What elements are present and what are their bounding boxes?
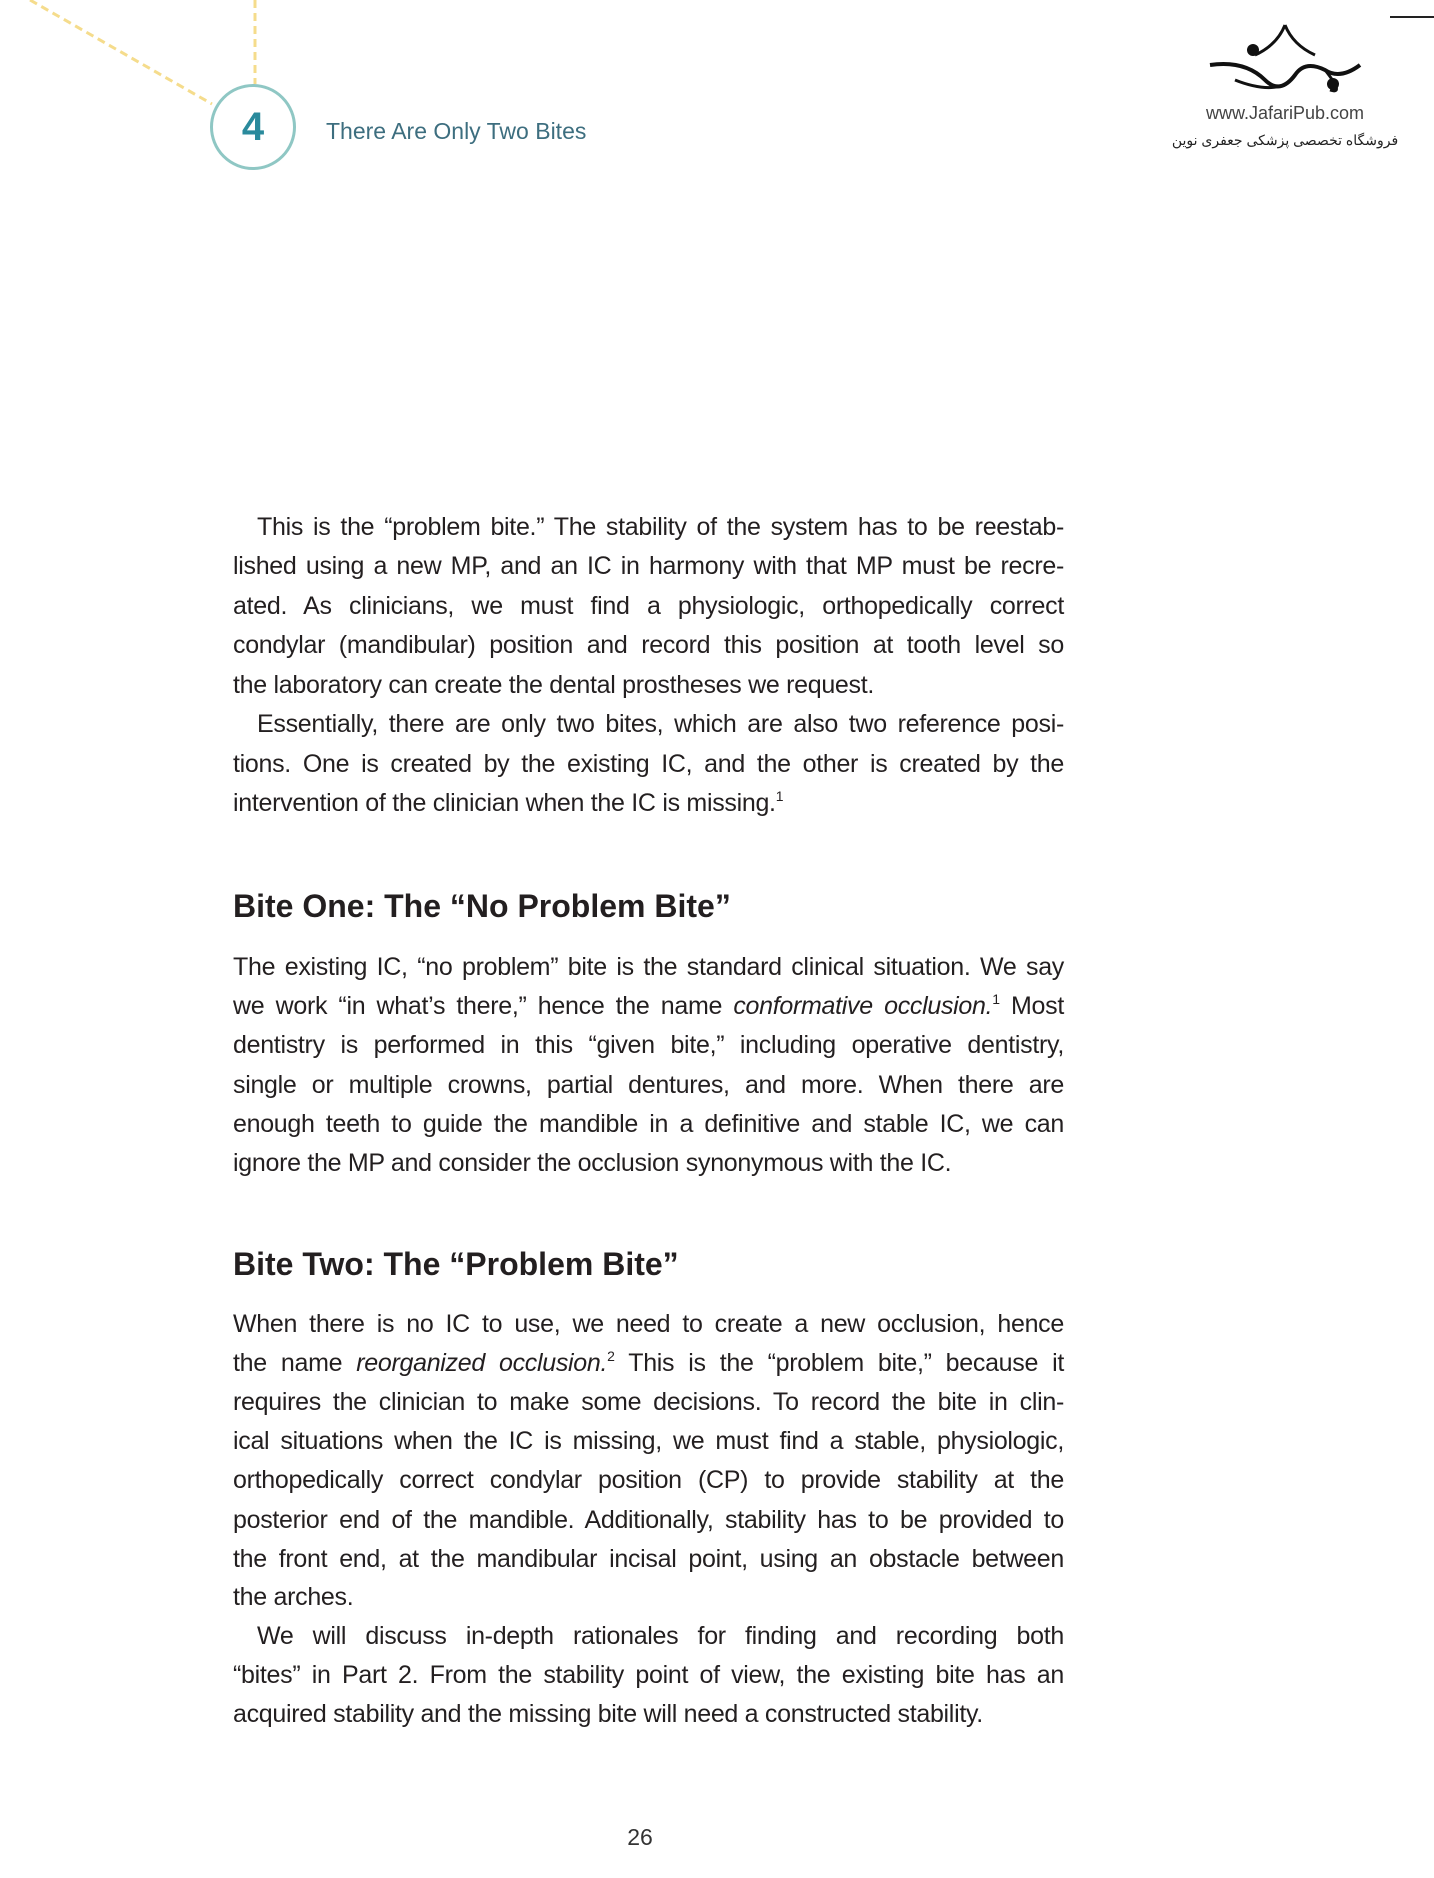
top-rule — [1390, 16, 1434, 18]
chapter-number-badge: 4 — [210, 84, 296, 170]
footnote-ref: 1 — [775, 788, 784, 804]
text-segment: the arches. — [233, 1583, 354, 1611]
text-line — [233, 1143, 1064, 1183]
footnote-ref: 1 — [992, 991, 1000, 1007]
text-segment: This is the “problem bite.” The stability of the system has to be reestab- — [257, 513, 1064, 541]
text-segment: When there is no IC to use, we need to create a new occlusion, hence — [233, 1310, 1064, 1338]
footnote-ref: 2 — [607, 1348, 615, 1364]
text-line — [233, 665, 1064, 705]
text-segment: tions. One is created by the existing IC, and the other is created by the — [233, 750, 1064, 778]
text-segment: Most — [999, 992, 1064, 1020]
section-heading-bite-one: Bite One: The “No Problem Bite” — [233, 888, 731, 924]
text-line — [233, 1104, 1064, 1144]
text-segment: the front end, at the mandibular incisal point, using an obstacle between — [233, 1545, 1064, 1573]
chapter-title: There Are Only Two Bites — [326, 118, 587, 144]
text-segment: condylar (mandibular) position and record this position at tooth level so — [233, 631, 1064, 659]
text-segment: single or multiple crowns, partial dentures, and more. When there are — [233, 1071, 1064, 1099]
text-line — [257, 507, 1064, 547]
text-line — [233, 1421, 1064, 1461]
text-line — [257, 1616, 1064, 1656]
text-line — [233, 744, 1064, 784]
text-line — [233, 1343, 1064, 1383]
calligraphy-logo-icon — [1205, 20, 1365, 100]
text-segment: lished using a new MP, and an IC in harmony with that MP must be recre- — [233, 552, 1064, 580]
publisher-logo — [1170, 20, 1400, 149]
text-line — [233, 1500, 1064, 1540]
text-segment: ignore the MP and consider the occlusion synonymous with the IC. — [233, 1149, 952, 1177]
text-segment: This is the “problem bite,” because it — [614, 1349, 1065, 1377]
text-segment: ical situations when the IC is missing, we must find a stable, physiologic, — [233, 1427, 1064, 1455]
section-heading-bite-two: Bite Two: The “Problem Bite” — [233, 1246, 679, 1282]
text-line — [233, 1655, 1064, 1695]
text-line — [233, 1304, 1064, 1344]
text-segment: posterior end of the mandible. Additionally, stability has to be provided to — [233, 1506, 1064, 1534]
text-segment: acquired stability and the missing bite will need a constructed stability. — [233, 1700, 983, 1728]
text-segment: ated. As clinicians, we must find a physiologic, orthopedically correct — [233, 592, 1064, 620]
text-line — [257, 704, 1064, 744]
text-segment: dentistry is performed in this “given bite,” including operative dentistry, — [233, 1031, 1064, 1059]
text-line — [233, 783, 1064, 823]
text-line — [233, 1382, 1064, 1422]
text-segment: “bites” in Part 2. From the stability point of view, the existing bite has an — [233, 1661, 1064, 1689]
text-line — [233, 986, 1064, 1026]
italic-term: reorganized occlusion. — [356, 1349, 608, 1377]
logo-tagline: فروشگاه تخصصی پزشکی جعفری نوین — [1171, 132, 1399, 148]
page-number: 26 — [627, 1824, 653, 1850]
text-line — [233, 1025, 1064, 1065]
text-line — [233, 586, 1064, 626]
text-line — [233, 625, 1064, 665]
text-segment: orthopedically correct condylar position (CP) to provide stability at the — [233, 1466, 1064, 1494]
text-line — [233, 1460, 1064, 1500]
text-segment: Essentially, there are only two bites, which are also two reference posi- — [257, 710, 1064, 738]
text-segment: enough teeth to guide the mandible in a definitive and stable IC, we can — [233, 1110, 1064, 1138]
text-segment: We will discuss in-depth rationales for finding and recording both — [257, 1622, 1064, 1650]
text-segment: we work “in what’s there,” hence the name — [233, 992, 734, 1020]
text-line — [233, 546, 1064, 586]
text-segment: the name — [233, 1349, 357, 1377]
text-segment: The existing IC, “no problem” bite is the standard clinical situation. We say — [233, 953, 1064, 981]
text-line — [233, 947, 1064, 987]
logo-url: www.JafariPub.com — [1205, 103, 1365, 123]
text-line — [233, 1577, 1064, 1617]
text-line — [233, 1065, 1064, 1105]
italic-term: conformative occlusion. — [733, 992, 993, 1020]
text-line — [233, 1694, 1064, 1734]
text-segment: intervention of the clinician when the IC is missing. — [233, 789, 776, 817]
text-segment: the laboratory can create the dental prostheses we request. — [233, 671, 875, 699]
text-line — [233, 1539, 1064, 1579]
text-segment: requires the clinician to make some decisions. To record the bite in clin- — [233, 1388, 1064, 1416]
